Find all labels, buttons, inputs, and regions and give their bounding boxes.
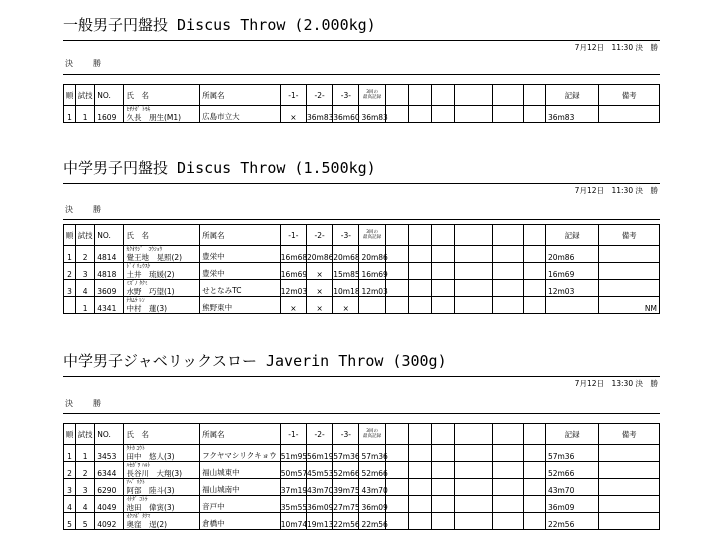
affiliation-header: 所属名 xyxy=(200,225,281,246)
blank-cell xyxy=(455,106,492,123)
best3-cell: 12m03 xyxy=(359,280,385,297)
rank-cell: 1 xyxy=(64,445,76,462)
record-cell xyxy=(545,297,598,314)
blank-cell xyxy=(492,263,523,280)
best3-cell: 57m36 xyxy=(359,445,385,462)
name-kana: ｵｸﾂﾎﾞ ﾀｸﾏ xyxy=(126,514,151,520)
best3-header: 3回の 最高記録 xyxy=(359,85,385,106)
rank-cell: 1 xyxy=(64,106,76,123)
blank-cell xyxy=(432,445,455,462)
trial3-header: -3- xyxy=(333,424,359,445)
trial-header: 試技 xyxy=(76,424,95,445)
trial1-cell: 37m19 xyxy=(280,479,306,496)
blank-cell xyxy=(408,297,431,314)
blank-cell xyxy=(385,513,408,530)
no-cell: 1609 xyxy=(95,106,124,123)
affiliation-cell: 熊野東中 xyxy=(200,297,281,314)
trial-cell: 3 xyxy=(76,479,95,496)
record-cell: 12m03 xyxy=(545,280,598,297)
blank-cell xyxy=(385,462,408,479)
event-title: 中学男子円盤投 Discus Throw (1.500kg) xyxy=(63,159,376,177)
affiliation-cell: 音戸中 xyxy=(200,496,281,513)
trial3-cell: 10m18 xyxy=(333,280,359,297)
best3-cell: 43m70 xyxy=(359,479,385,496)
trial2-cell: 19m13 xyxy=(307,513,333,530)
blank-cell xyxy=(492,496,523,513)
trial2-cell: × xyxy=(307,297,333,314)
trial2-cell: 45m53 xyxy=(307,462,333,479)
blank-header xyxy=(432,85,455,106)
title-rule xyxy=(63,376,660,377)
athlete-name-cell xyxy=(124,462,200,479)
blank-cell xyxy=(385,106,408,123)
blank-cell xyxy=(523,263,545,280)
trial1-cell: × xyxy=(280,297,306,314)
remarks-cell xyxy=(599,280,660,297)
round-rule xyxy=(63,413,660,414)
blank-cell xyxy=(432,513,455,530)
blank-cell xyxy=(408,479,431,496)
name-header: 氏 名 xyxy=(124,225,200,246)
affiliation-cell: 広島市立大 xyxy=(200,106,281,123)
no-cell: 4341 xyxy=(95,297,124,314)
results-table xyxy=(63,84,660,123)
rank-cell: 2 xyxy=(64,263,76,280)
blank-cell xyxy=(492,280,523,297)
remarks-cell xyxy=(599,445,660,462)
no-cell: 4049 xyxy=(95,496,124,513)
trial2-cell: × xyxy=(307,263,333,280)
blank-cell xyxy=(455,445,492,462)
trial1-cell: 51m95 xyxy=(280,445,306,462)
athlete-name: 土井 琉媛(2) xyxy=(126,270,175,279)
blank-cell xyxy=(523,246,545,263)
record-cell: 52m66 xyxy=(545,462,598,479)
blank-cell xyxy=(432,263,455,280)
trial3-cell: 57m36 xyxy=(333,445,359,462)
round-label: 決 勝 xyxy=(65,205,107,214)
name-kana: ｶｸｵｳｼﾞ ｺｳｼｮｳ xyxy=(126,247,163,253)
table-row xyxy=(64,246,660,263)
blank-header xyxy=(523,225,545,246)
remarks-cell: NM xyxy=(599,297,660,314)
blank-cell xyxy=(408,496,431,513)
blank-cell xyxy=(523,280,545,297)
no-cell: 6344 xyxy=(95,462,124,479)
blank-cell xyxy=(455,297,492,314)
blank-cell xyxy=(385,479,408,496)
blank-cell xyxy=(492,106,523,123)
table-row xyxy=(64,106,660,123)
rank-cell: 1 xyxy=(64,246,76,263)
athlete-name: 中村 蓮(3) xyxy=(126,304,168,313)
trial3-cell: 15m85 xyxy=(333,263,359,280)
blank-cell xyxy=(385,445,408,462)
blank-cell xyxy=(408,445,431,462)
name-kana: ﾄﾞｲ ﾘｭｳｽｹ xyxy=(126,264,151,270)
blank-cell xyxy=(432,479,455,496)
blank-cell xyxy=(408,462,431,479)
athlete-name-cell xyxy=(124,445,200,462)
trial2-cell: 20m86 xyxy=(307,246,333,263)
blank-cell xyxy=(523,462,545,479)
blank-cell xyxy=(432,246,455,263)
athlete-name-cell xyxy=(124,513,200,530)
blank-cell xyxy=(432,297,455,314)
trial1-header: -1- xyxy=(280,85,306,106)
blank-header xyxy=(523,85,545,106)
rank-cell: 3 xyxy=(64,479,76,496)
table-row xyxy=(64,462,660,479)
name-header: 氏 名 xyxy=(124,85,200,106)
header-row xyxy=(64,85,660,106)
record-header: 記録 xyxy=(545,424,598,445)
table-row xyxy=(64,297,660,314)
header-row xyxy=(64,225,660,246)
trial2-cell: 56m19 xyxy=(307,445,333,462)
name-kana: ｱﾍﾞ ﾘｸﾄ xyxy=(126,480,145,486)
event-title: 中学男子ジャベリックスロー Javerin Throw (300g) xyxy=(63,352,447,370)
blank-cell xyxy=(455,462,492,479)
blank-header xyxy=(455,424,492,445)
trial2-cell: 43m70 xyxy=(307,479,333,496)
remarks-cell xyxy=(599,106,660,123)
athlete-name-cell xyxy=(124,263,200,280)
table-row xyxy=(64,479,660,496)
no-cell: 4814 xyxy=(95,246,124,263)
table-row xyxy=(64,445,660,462)
athlete-name: 水野 巧望(1) xyxy=(126,287,175,296)
affiliation-cell: せとなみTC xyxy=(200,280,281,297)
best3-cell: 36m09 xyxy=(359,496,385,513)
athlete-name-cell xyxy=(124,106,200,123)
event-datetime: 7月12日 11:30 決 勝 xyxy=(574,186,658,195)
blank-cell xyxy=(408,106,431,123)
blank-cell xyxy=(432,496,455,513)
event-datetime: 7月12日 11:30 決 勝 xyxy=(574,43,658,52)
blank-cell xyxy=(408,263,431,280)
athlete-name: 田中 悠人(3) xyxy=(126,452,175,461)
blank-cell xyxy=(492,246,523,263)
name-kana: ﾐｽﾞﾉ ﾀｸﾐ xyxy=(126,281,148,287)
round-rule xyxy=(63,219,660,220)
blank-header xyxy=(523,424,545,445)
remarks-cell xyxy=(599,479,660,496)
header-row xyxy=(64,424,660,445)
best3-cell: 36m83 xyxy=(359,106,385,123)
table-row xyxy=(64,513,660,530)
blank-header xyxy=(492,85,523,106)
blank-cell xyxy=(455,246,492,263)
blank-cell xyxy=(492,462,523,479)
athlete-name: 池田 偉寅(3) xyxy=(126,503,175,512)
remarks-header: 備考 xyxy=(599,85,660,106)
title-rule xyxy=(63,183,660,184)
trial1-cell: 10m74 xyxy=(280,513,306,530)
blank-cell xyxy=(492,297,523,314)
blank-header xyxy=(455,85,492,106)
athlete-name: 奥窪 逞(2) xyxy=(126,520,168,529)
no-header: NO. xyxy=(95,85,124,106)
athlete-name-cell xyxy=(124,246,200,263)
blank-cell xyxy=(492,479,523,496)
blank-cell xyxy=(523,479,545,496)
trial1-cell: × xyxy=(280,106,306,123)
trial-cell: 5 xyxy=(76,513,95,530)
no-cell: 4092 xyxy=(95,513,124,530)
blank-header xyxy=(408,424,431,445)
blank-cell xyxy=(523,513,545,530)
trial-cell: 4 xyxy=(76,496,95,513)
affiliation-header: 所属名 xyxy=(200,85,281,106)
rank-cell: 2 xyxy=(64,462,76,479)
round-label: 決 勝 xyxy=(65,399,107,408)
record-cell: 36m09 xyxy=(545,496,598,513)
blank-header xyxy=(385,424,408,445)
blank-cell xyxy=(385,246,408,263)
blank-cell xyxy=(385,496,408,513)
trial-cell: 3 xyxy=(76,263,95,280)
blank-header xyxy=(492,225,523,246)
trial-cell: 2 xyxy=(76,246,95,263)
athlete-name: 久長 朋生(M1) xyxy=(126,113,182,122)
blank-cell xyxy=(492,513,523,530)
trial2-cell: 36m09 xyxy=(307,496,333,513)
athlete-name-cell xyxy=(124,479,200,496)
remarks-cell xyxy=(599,496,660,513)
trial1-cell: 35m55 xyxy=(280,496,306,513)
blank-header xyxy=(385,225,408,246)
trial3-cell: 39m75 xyxy=(333,479,359,496)
affiliation-cell: 豊栄中 xyxy=(200,246,281,263)
blank-cell xyxy=(432,280,455,297)
record-cell: 36m83 xyxy=(545,106,598,123)
trial3-cell: 22m56 xyxy=(333,513,359,530)
name-header: 氏 名 xyxy=(124,424,200,445)
blank-header xyxy=(408,85,431,106)
blank-header xyxy=(455,225,492,246)
best3-header: 3回の 最高記録 xyxy=(359,424,385,445)
no-cell: 6290 xyxy=(95,479,124,496)
athlete-name-cell xyxy=(124,496,200,513)
trial3-cell: 27m75 xyxy=(333,496,359,513)
trial-cell: 1 xyxy=(76,106,95,123)
results-table xyxy=(63,224,660,314)
trial1-cell: 16m68 xyxy=(280,246,306,263)
trial3-cell: 52m66 xyxy=(333,462,359,479)
blank-cell xyxy=(523,106,545,123)
affiliation-cell: 倉橋中 xyxy=(200,513,281,530)
record-cell: 20m86 xyxy=(545,246,598,263)
blank-cell xyxy=(408,280,431,297)
blank-cell xyxy=(455,263,492,280)
trial3-cell: 20m68 xyxy=(333,246,359,263)
no-cell: 4818 xyxy=(95,263,124,280)
trial2-header: -2- xyxy=(307,424,333,445)
remarks-cell xyxy=(599,462,660,479)
trial1-cell: 50m57 xyxy=(280,462,306,479)
trial1-cell: 12m03 xyxy=(280,280,306,297)
record-cell: 43m70 xyxy=(545,479,598,496)
table-row xyxy=(64,263,660,280)
no-cell: 3609 xyxy=(95,280,124,297)
best3-cell: 22m56 xyxy=(359,513,385,530)
name-kana: ﾀﾅｶ ﾕｳﾄ xyxy=(126,446,145,452)
blank-header xyxy=(492,424,523,445)
rank-cell: 5 xyxy=(64,513,76,530)
table-row xyxy=(64,496,660,513)
record-cell: 22m56 xyxy=(545,513,598,530)
remarks-header: 備考 xyxy=(599,225,660,246)
blank-cell xyxy=(385,280,408,297)
blank-cell xyxy=(455,479,492,496)
trial3-cell: × xyxy=(333,297,359,314)
blank-cell xyxy=(385,297,408,314)
blank-header xyxy=(408,225,431,246)
record-header: 記録 xyxy=(545,225,598,246)
blank-cell xyxy=(523,496,545,513)
rank-cell: 3 xyxy=(64,280,76,297)
rank-cell xyxy=(64,297,76,314)
blank-cell xyxy=(455,280,492,297)
trial2-cell: 36m83 xyxy=(307,106,333,123)
event-title: 一般男子円盤投 Discus Throw (2.000kg) xyxy=(63,16,376,34)
trial3-header: -3- xyxy=(333,85,359,106)
best3-cell xyxy=(359,297,385,314)
best3-cell: 20m86 xyxy=(359,246,385,263)
affiliation-header: 所属名 xyxy=(200,424,281,445)
trial2-header: -2- xyxy=(307,85,333,106)
rank-header: 順 xyxy=(64,424,76,445)
blank-cell xyxy=(385,263,408,280)
record-header: 記録 xyxy=(545,85,598,106)
blank-cell xyxy=(432,106,455,123)
trial1-header: -1- xyxy=(280,225,306,246)
round-label: 決 勝 xyxy=(65,59,107,68)
blank-cell xyxy=(492,445,523,462)
remarks-header: 備考 xyxy=(599,424,660,445)
rank-header: 順 xyxy=(64,225,76,246)
blank-cell xyxy=(523,445,545,462)
name-kana: ｲｹﾀﾞ ｺﾄﾗ xyxy=(126,497,148,503)
best3-cell: 52m66 xyxy=(359,462,385,479)
trial1-header: -1- xyxy=(280,424,306,445)
record-cell: 57m36 xyxy=(545,445,598,462)
trial2-header: -2- xyxy=(307,225,333,246)
affiliation-cell: 福山城南中 xyxy=(200,479,281,496)
name-kana: ﾅｶﾑﾗ ﾚﾝ xyxy=(126,298,145,304)
trial-cell: 2 xyxy=(76,462,95,479)
trial1-cell: 16m69 xyxy=(280,263,306,280)
trial-cell: 1 xyxy=(76,445,95,462)
blank-header xyxy=(432,225,455,246)
remarks-cell xyxy=(599,513,660,530)
name-kana: ﾊｾｶﾞﾜ ﾊﾙﾄ xyxy=(126,463,151,469)
athlete-name: 長谷川 大翔(3) xyxy=(126,469,183,478)
trial-cell: 1 xyxy=(76,297,95,314)
trial3-header: -3- xyxy=(333,225,359,246)
blank-cell xyxy=(408,246,431,263)
blank-cell xyxy=(455,496,492,513)
remarks-cell xyxy=(599,263,660,280)
athlete-name-cell xyxy=(124,297,200,314)
trial-header: 試技 xyxy=(76,85,95,106)
blank-header xyxy=(385,85,408,106)
affiliation-cell: 福山城東中 xyxy=(200,462,281,479)
blank-cell xyxy=(523,297,545,314)
affiliation-cell: 豊栄中 xyxy=(200,263,281,280)
athlete-name: 覺王地 晃照(2) xyxy=(126,253,183,262)
affiliation-cell: フクヤマシリクキョウ xyxy=(200,445,281,462)
remarks-cell xyxy=(599,246,660,263)
blank-header xyxy=(432,424,455,445)
trial-header: 試技 xyxy=(76,225,95,246)
trial-cell: 4 xyxy=(76,280,95,297)
athlete-name: 阿部 陸斗(3) xyxy=(126,486,175,495)
round-rule xyxy=(63,74,660,75)
blank-cell xyxy=(432,462,455,479)
blank-cell xyxy=(408,513,431,530)
rank-header: 順 xyxy=(64,85,76,106)
no-header: NO. xyxy=(95,424,124,445)
trial2-cell: × xyxy=(307,280,333,297)
best3-cell: 16m69 xyxy=(359,263,385,280)
best3-header: 3回の 最高記録 xyxy=(359,225,385,246)
blank-cell xyxy=(455,513,492,530)
trial3-cell: 36m60 xyxy=(333,106,359,123)
no-cell: 3453 xyxy=(95,445,124,462)
record-cell: 16m69 xyxy=(545,263,598,280)
event-datetime: 7月12日 13:30 決 勝 xyxy=(574,379,658,388)
table-row xyxy=(64,280,660,297)
results-table xyxy=(63,423,660,530)
name-kana: ﾋｻﾅｶﾞ ﾄﾓｷ xyxy=(126,107,151,113)
rank-cell: 4 xyxy=(64,496,76,513)
athlete-name-cell xyxy=(124,280,200,297)
no-header: NO. xyxy=(95,225,124,246)
title-rule xyxy=(63,40,660,41)
